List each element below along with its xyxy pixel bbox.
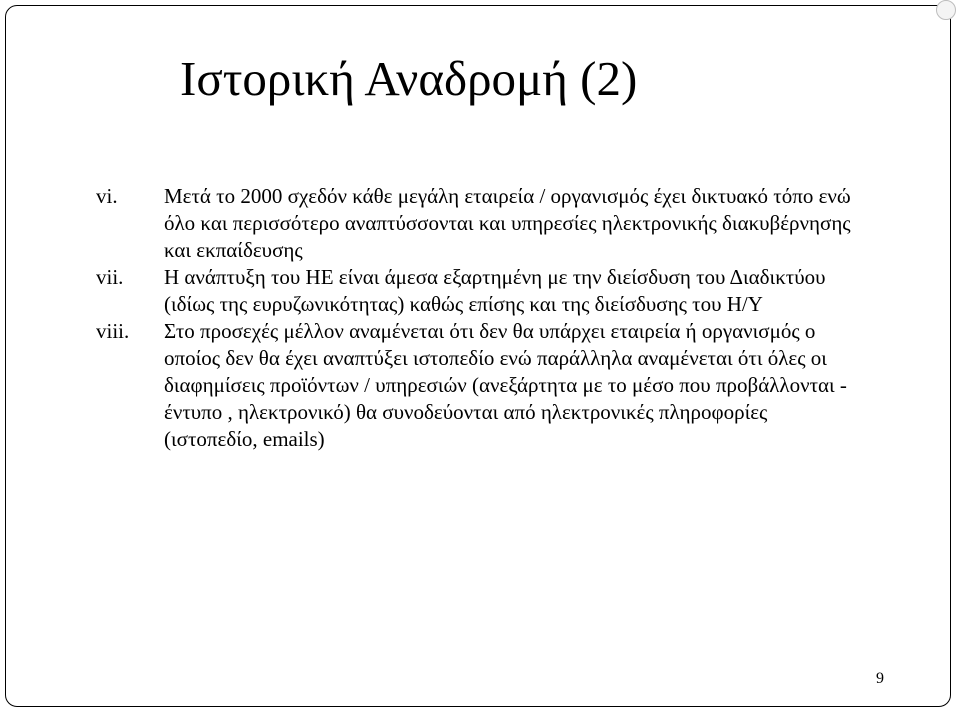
item-text: Μετά το 2000 σχεδόν κάθε μεγάλη εταιρεία / οργανισμός έχει δικτυακό τόπο ενώ όλο και περισσότερο αναπτύσσονται και υπηρεσίες ηλεκτρονικής διακυβέρνησης και εκπαίδευσης — [164, 184, 851, 262]
item-text: Στο προσεχές μέλλον αναμένεται ότι δεν θα υπάρχει εταιρεία ή οργανισμός ο οποίος δεν θα έχει αναπτύξει ιστοπεδίο ενώ παράλληλα αναμένεται ότι όλες οι διαφημίσεις προϊόντων / υπηρεσιών (ανεξάρτητα με το μέσο που προβάλλονται - έντυπο , ηλεκτρονικό) θα συνοδεύονται από ηλεκτρονικές πληροφορίες (ιστοπεδίο, emails) — [164, 319, 847, 451]
item-list — [96, 183, 856, 453]
list-item — [96, 183, 856, 264]
page-number: 9 — [876, 670, 884, 687]
item-text: Η ανάπτυξη του ΗΕ είναι άμεσα εξαρτημένη με την διείσδυση του Διαδικτύου (ιδίως της ευρυζωνικότητας) καθώς επίσης και της διείσδυσης του Η/Υ — [164, 265, 826, 316]
item-marker: vii. — [96, 265, 124, 289]
list-item — [96, 318, 856, 453]
corner-circle-decoration — [936, 0, 956, 20]
item-marker: vi. — [96, 184, 118, 208]
item-marker: viii. — [96, 319, 130, 343]
slide-title: Ιστορική Αναδρομή (2) — [180, 51, 638, 106]
list-item — [96, 264, 856, 318]
